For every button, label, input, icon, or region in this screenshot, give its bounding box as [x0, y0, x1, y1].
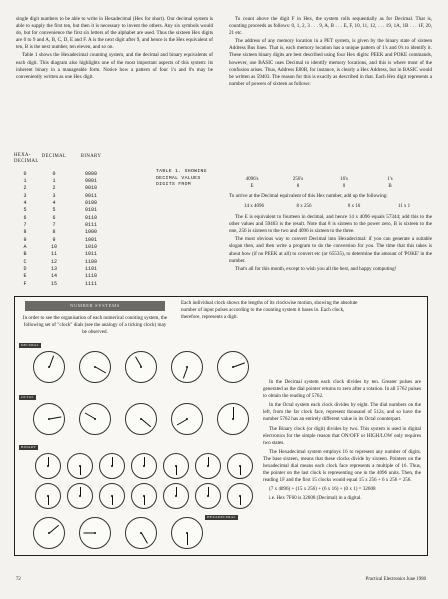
box-intro: In order to see the organisation of each numerical counting system, the following set of "clock" dials (see the analogy of a ticking clock) may be observed.: [22, 315, 168, 335]
hex-powers-table: [229, 176, 432, 190]
clock-hand: [95, 367, 106, 374]
power-digit: 0: [342, 184, 346, 189]
table-row: [14, 215, 214, 222]
clock-dial-icon: [67, 483, 93, 509]
table-row: [14, 229, 214, 236]
clock-dial-icon: [171, 403, 203, 435]
binary-cell: 0110: [84, 214, 97, 221]
page-number: 72: [16, 577, 21, 582]
decimal-cell: 9: [52, 236, 56, 243]
hex-cell: 3: [23, 192, 27, 199]
clock-dial-icon: [227, 483, 253, 509]
decimal-cell: 8: [52, 229, 56, 236]
clock-dial-icon: [171, 517, 203, 549]
decimal-cell: 13: [50, 266, 57, 273]
clock-hand: [176, 487, 177, 496]
power-label: 256's: [292, 177, 304, 182]
clock-hand: [80, 466, 81, 475]
clock-dial-icon: [33, 517, 65, 549]
clock-hand: [144, 457, 145, 466]
box-mid-text: Each individual clock shows the lengths of its clockwise motion, showing the absolute number of input pulses according to the counting system it bases in. Each clock, therefore, represents a digit.: [181, 300, 358, 320]
calc-term: 0 x 16: [347, 204, 361, 210]
table-note: TABLE 1. SHOWING DECIMAL VALUES DIGITS FROM: [156, 169, 207, 188]
system-label: HEXADECIMAL: [207, 515, 236, 519]
right-column: [229, 16, 432, 89]
hex-cell: A: [23, 244, 27, 251]
hex-cell: 9: [23, 236, 27, 243]
hex-header: HEXA- DECIMAL: [14, 153, 39, 164]
clock-hand: [49, 525, 59, 533]
clock-dial-icon: [79, 351, 111, 383]
decimal-cell: 7: [52, 222, 56, 228]
right-column-continued: [229, 193, 432, 274]
clock-hand: [144, 496, 145, 505]
decimal-cell: 14: [50, 273, 57, 280]
clock-dial-icon: [217, 403, 249, 435]
binary-cell: 1000: [84, 229, 97, 236]
binary-cell: 1001: [84, 236, 97, 243]
hex-cell: F: [23, 280, 27, 287]
clock-dial-icon: [35, 453, 61, 479]
power-label: 16's: [340, 177, 348, 182]
number-systems-box: [14, 296, 428, 556]
hex-cell: 6: [23, 214, 27, 221]
clock-hand: [141, 533, 148, 544]
decimal-cell: 15: [50, 280, 57, 287]
calc-term: 11 x 1: [397, 204, 411, 210]
clock-dial-icon: [125, 517, 157, 549]
clock-hand: [141, 419, 151, 427]
calc-term: 14 x 4096: [244, 204, 264, 210]
binary-cell: 0001: [84, 177, 97, 184]
clock-hand: [208, 487, 209, 496]
decimal-cell: 3: [52, 192, 56, 199]
clock-hand: [49, 356, 54, 368]
left-paragraph-2: Table 1 shows the Hexadecimal counting system, and the decimal and binary equivalents of each digit. This diagram also highlights one of the most important aspects of this system: its inherent binary in a manageable form. Notice how a pattern of four 1's and 0's may be conveniently written as one Hex digit.: [16, 52, 213, 80]
binary-header: BINARY: [80, 154, 102, 159]
power-digit: 8: [296, 184, 300, 189]
clock-hand: [49, 416, 61, 419]
clock-dial-icon: [131, 453, 157, 479]
left-paragraph-1: single digit numbers to be able to write in Hexadecimal (Hex for short). Our decimal system is able to supply the first ten, but then it is necessary to invent the others. Any six symbols would do, but for convenience the first six letters of the alphabet are used. Thus the sixteen Hex digits are 0 to 9 and A, B, C, D, E and F. A is the next digit after 9, and hence is the Hex equivalent of ten, B is the next number, ten eleven, and so on.: [16, 16, 213, 51]
decimal-cell: 4: [52, 199, 56, 206]
hex-cell: B: [23, 251, 27, 258]
hex-cell: 8: [23, 229, 27, 236]
clock-hand: [112, 457, 113, 466]
clock-hand: [240, 466, 241, 475]
clock-hand: [80, 487, 81, 496]
hex-cell: 7: [23, 222, 27, 228]
power-label: 1's: [387, 177, 393, 182]
powers-row: [229, 176, 432, 183]
box-right-text: [263, 379, 421, 505]
clock-hand: [85, 413, 96, 420]
clock-dial-icon: [99, 453, 125, 479]
table-row: [14, 259, 214, 266]
clock-hand: [233, 407, 234, 419]
binary-cell: 1010: [84, 244, 97, 251]
table-row: [14, 273, 214, 280]
decimal-cell: 2: [52, 185, 56, 192]
hex-cell: C: [23, 258, 27, 265]
clock-dial-icon: [33, 403, 65, 435]
binary-cell: 0111: [84, 222, 97, 228]
table-row: [14, 281, 214, 288]
right-paragraph-2: The address of any memory location in a PET system, is given by the binary state of sixteen Address Bus lines. That is, each memory location has a unique pattern of 1's and 0's to identify it. These sixteen binary digits are best described using four Hex digits: PEEK and POKE commands, however, use BASIC uses Decimal to identify memory locations, and this is where most of the confusion arises. Thus, Address E80B, for instance, is clearly a Hex Address, but in BASIC would be written as 59403. The reason for this is exactly as described in that. Each Hex digit represents a number of powers of sixteen as follows:: [229, 38, 432, 87]
binary-cell: 0000: [84, 170, 97, 177]
hex-cell: D: [23, 266, 27, 273]
hex-cell: 2: [23, 185, 27, 192]
calculation-row: [229, 203, 432, 210]
clock-dial-icon: [227, 453, 253, 479]
box-paragraph: In the Octal system each clock divides by eight. The dial numbers on the left, from the far clock face, represent thousand of 512s, and so have the number 5762 has an entirely different value in its Octal counterpart.: [263, 402, 421, 423]
clock-dial-icon: [99, 483, 125, 509]
clock-dial-icon: [125, 351, 157, 383]
decimal-header: DECIMAL: [41, 154, 67, 159]
binary-cell: 1111: [84, 280, 97, 287]
clock-dial-icon: [217, 351, 249, 383]
right-paragraph-3: To arrive at the Decimal equivalent of this Hex number, add up the following:: [229, 193, 388, 199]
binary-cell: 1110: [84, 273, 97, 280]
calc-term: 8 x 256: [296, 204, 312, 210]
clock-hand: [112, 496, 113, 505]
clock-dial-icon: [131, 483, 157, 509]
hex-cell: 0: [23, 170, 27, 177]
binary-cell: 1011: [84, 251, 97, 258]
binary-cell: 0101: [84, 207, 97, 214]
hex-decimal-binary-table: [14, 153, 214, 288]
decimal-cell: 5: [52, 207, 56, 214]
table-row: [14, 200, 214, 207]
box-paragraph: (7 x 4096) + (15 x 256) + (6 x 16) + (0 x 1) = 32608: [269, 486, 376, 493]
clock-dial-icon: [33, 351, 65, 383]
clock-hand: [233, 362, 245, 367]
clock-hand: [187, 533, 188, 545]
clock-hand: [183, 367, 188, 379]
decimal-cell: 1: [52, 177, 56, 184]
right-paragraph-5: The most obvious way to convert Decimal into Hexadecimal: if you can generate a suitable slogan then, and then write a program to do the conversion for you. The time that this takes is about how (if no PEEK at all) to convert etc (or 65535), to determine the amount of 'POKE' in the number.: [229, 236, 432, 264]
clock-hand: [48, 457, 49, 466]
table-row: [14, 251, 214, 258]
clock-hand: [208, 457, 209, 466]
hex-cell: 1: [23, 177, 27, 184]
magazine-footer: Practical Electronics June 1980: [365, 577, 426, 582]
clock-dial-icon: [195, 483, 221, 509]
decimal-cell: 0: [52, 170, 56, 177]
clock-dial-icon: [171, 351, 203, 383]
box-paragraph: i.e. Hex 7F60 is 32608 (Decimal) in a digital.: [269, 495, 362, 502]
clock-dial-icon: [163, 483, 189, 509]
hex-cell: 5: [23, 207, 27, 214]
right-paragraph-6: That's all for this month, except to wish you all the best, and happy computing!: [235, 265, 397, 272]
binary-cell: 0011: [84, 192, 97, 199]
table-header: [14, 153, 214, 165]
box-title: NUMBER SYSTEMS: [25, 301, 165, 311]
binary-cell: 1101: [84, 266, 97, 273]
clock-hand: [135, 356, 142, 367]
right-paragraph-4: The E is equivalent to fourteen in decimal, and hence 14 x 4096 equals 57344; add this to the other values and 59403 is the result. Note that 8 is sixteen to the power zero, B is sixteen to the one, 256 is sixteen to the two and 4096 is sixteen to the three.: [229, 214, 432, 235]
table-row: [14, 266, 214, 273]
clock-dial-icon: [79, 403, 111, 435]
clock-dial-icon: [195, 453, 221, 479]
decimal-cell: 11: [50, 251, 57, 258]
table-row: [14, 244, 214, 251]
hex-cell: E: [23, 273, 27, 280]
binary-cell: 0100: [84, 199, 97, 206]
system-label: OCTAL: [21, 395, 34, 399]
table-row: [14, 193, 214, 200]
right-paragraph-1: To count above the digit F in Hex, the system rolls sequentially as for Decimal. That is, counting proceeds as follows: 0, 1, 2, 3 . . . 9, A, B . . . E, F, 10, 11, 12, . . . 19, 1A, 1B . . . 1F, 20, 21 etc.: [229, 16, 432, 37]
decimal-cell: 10: [50, 244, 57, 251]
power-label: 4096's: [245, 177, 259, 182]
box-paragraph: The Binary clock (or digit) divides by two. This system is used in digital electronics for the simple reason that ON/OFF or HIGH/LOW only requires two states.: [263, 425, 421, 446]
binary-cell: 0010: [84, 185, 97, 192]
clock-hand: [48, 496, 49, 505]
power-digit: E: [250, 184, 254, 189]
hex-cell: 4: [23, 199, 27, 206]
box-paragraph: In the Decimal system each clock divides by ten. Greater pulses are generated as the dial pointer returns to zero after a rotation. In all 5762 pulses to obtain the reading of 5762.: [263, 379, 421, 400]
clock-dial-icon: [125, 403, 157, 435]
table-row: [14, 222, 214, 229]
system-label: BINARY: [21, 445, 37, 449]
system-label: DECIMAL: [21, 343, 40, 347]
powers-values-row: [229, 183, 432, 190]
clock-dial-icon: [79, 517, 111, 549]
clock-dial-icon: [163, 453, 189, 479]
decimal-cell: 12: [50, 258, 57, 265]
box-paragraph: The Hexadecimal system employs 16 to represent any number of digits. The base sixteen, means that these clocks divide by sixteen. Pointers on the hexadecimal dial means each clock face represents a multiple of 16. Thus, the pointer on the last clock is representing one in the 4096 units. Then, the reading 1F and the first 15 clocks would equal 15 x 256 + 6 x 256 = 256.: [263, 448, 421, 484]
clock-dial-icon: [35, 483, 61, 509]
left-column: [16, 16, 213, 82]
table-row: [14, 237, 214, 244]
clock-hand: [177, 419, 188, 426]
clock-hand: [240, 496, 241, 505]
table-row: [14, 207, 214, 214]
clock-hand: [176, 466, 177, 475]
power-digit: B: [388, 184, 392, 189]
clock-hand: [84, 533, 96, 534]
decimal-cell: 6: [52, 214, 56, 221]
binary-cell: 1100: [84, 258, 97, 265]
clock-dial-icon: [67, 453, 93, 479]
